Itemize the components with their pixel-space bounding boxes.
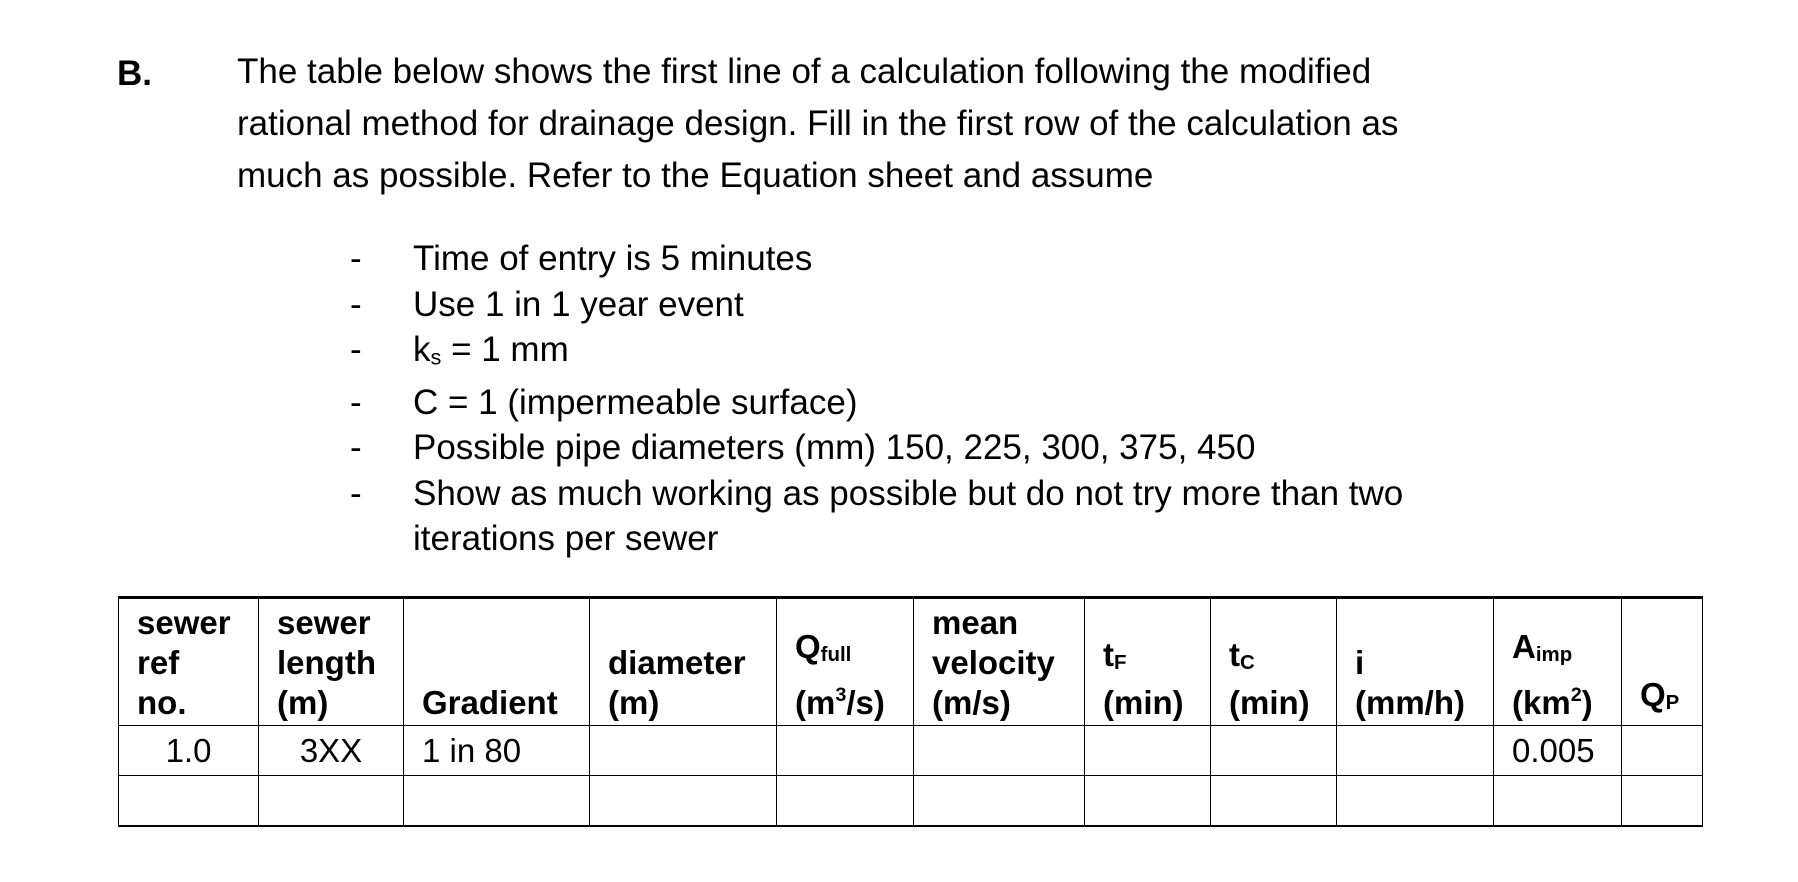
header-gradient: Gradient [404,598,590,726]
cell-velocity[interactable] [914,776,1085,826]
header-mean-velocity: mean velocity (m/s) [914,598,1085,726]
cell-sewer-length[interactable] [259,776,404,826]
cell-aimp[interactable] [1494,776,1622,826]
bullet-dash: - [350,330,362,369]
cell-qfull[interactable] [777,726,914,776]
header-aimp: Aimp $(km^2)$ [1494,598,1622,726]
cell-sewer-length[interactable]: 3XX [259,726,404,776]
header-diameter: diameter (m) [590,598,777,726]
intro-line: much as possible. Refer to the Equation sheet and assume [237,156,1154,195]
cell-qfull[interactable] [777,776,914,826]
assumption-text: Possible pipe diameters (mm) 150, 225, 300, 375, 450 [413,428,1256,468]
header-sewer-length: sewer length (m) [259,598,404,726]
cell-qp[interactable] [1622,726,1703,776]
assumption-text: Time of entry is 5 minutes [413,239,813,278]
assumption-working [350,471,1650,562]
header-tc: tC (min) [1211,598,1337,726]
bullet-dash: - [350,239,362,278]
intro-line: The table below shows the first line of a calculation following the modified [237,52,1372,91]
cell-gradient[interactable]: 1 in 80 [404,726,590,776]
cell-tc[interactable] [1211,776,1337,826]
bullet-dash: - [350,382,362,422]
cell-tf[interactable] [1085,776,1211,826]
assumption-text: Show as much working as possible but do not try more than two [413,473,1404,513]
cell-diameter[interactable] [590,776,777,826]
assumption-pipe-diameters [350,425,1650,471]
assumption-list [350,236,1650,562]
cell-sewer-ref[interactable]: 1.0 [119,726,259,776]
table-row [119,776,1703,826]
cell-sewer-ref[interactable] [119,776,259,826]
ks-subscript: s [430,344,442,370]
header-sewer-ref: sewer ref no. [119,598,259,726]
cell-gradient[interactable] [404,776,590,826]
header-qfull: Qfull $(m^3/s)$ [777,598,914,726]
bullet-dash: - [350,428,362,468]
assumption-event [350,282,1650,328]
cell-intensity[interactable] [1337,726,1494,776]
cell-intensity[interactable] [1337,776,1494,826]
ks-symbol: k [413,330,431,369]
cell-tc[interactable] [1211,726,1337,776]
bullet-dash: - [350,473,362,513]
intro-line: rational method for drainage design. Fill in the first row of the calculation as [237,104,1399,143]
intro-paragraph [237,46,1637,202]
header-row [119,598,1703,726]
assumption-text: Use 1 in 1 year event [413,284,744,324]
cell-qp[interactable] [1622,776,1703,826]
bullet-dash: - [350,284,362,324]
cell-diameter[interactable] [590,726,777,776]
assumption-ks [350,327,1650,380]
assumption-text: iterations per sewer [413,519,719,559]
assumption-runoff-coefficient [350,380,1650,426]
header-tf: tF (min) [1085,598,1211,726]
header-qp: QP [1622,598,1703,726]
ks-value: = 1 mm [441,330,569,369]
header-intensity: i (mm/h) [1337,598,1494,726]
assumption-text: C = 1 (impermeable surface) [413,382,858,422]
calculation-table [118,596,1703,827]
cell-aimp[interactable]: 0.005 [1494,726,1622,776]
section-label: B. [117,54,152,93]
cell-velocity[interactable] [914,726,1085,776]
assumption-entry-time [350,236,1650,282]
table-row [119,726,1703,776]
cell-tf[interactable] [1085,726,1211,776]
